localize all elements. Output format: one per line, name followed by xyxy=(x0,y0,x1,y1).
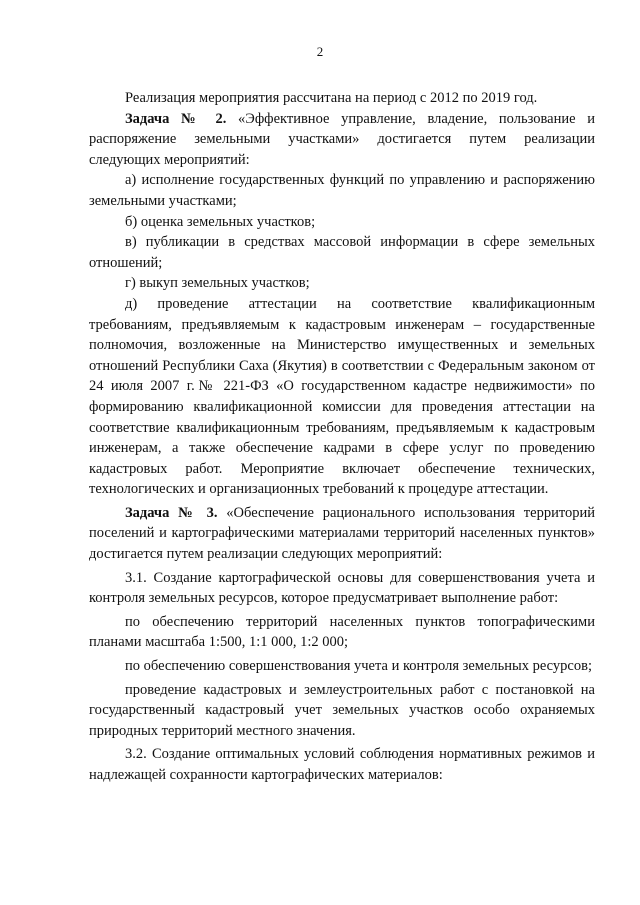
task3-subitem-control: по обеспечению совершенствования учета и контроля земельных ресурсов; xyxy=(125,658,592,675)
page-number: 2 xyxy=(316,44,324,59)
task3-paragraph xyxy=(89,503,595,565)
task3-subitem-cadastral: проведение кадастровых и землеустроительных работ с постановкой на государственный кадастровый учет земельных участков особо охраняемых природных территорий местного значения. xyxy=(89,681,595,739)
task3-item-3-1: 3.1. Создание картографической основы для совершенствования учета и контроля земельных ресурсов, которое предусматривает выполнение работ: xyxy=(89,569,595,607)
task2-item-g: г) выкуп земельных участков; xyxy=(125,275,310,292)
task2-item-a: а) исполнение государственных функций по управлению и распоряжению земельными участками; xyxy=(89,172,595,209)
task2-heading: Задача № 2. xyxy=(125,110,227,127)
task2-item-v: в) публикации в средствах массовой информации в сфере земельных отношений; xyxy=(89,234,595,271)
task3-item-3-2: 3.2. Создание оптимальных условий соблюдения нормативных режимов и надлежащей сохранности картографических материалов: xyxy=(89,746,595,783)
intro-paragraph: Реализация мероприятия рассчитана на период с 2012 по 2019 год. xyxy=(125,90,538,106)
task3-heading: Задача № 3. xyxy=(125,504,218,521)
task2-text: «Эффективное управление, владение, пользование и распоряжение земельными участками» достигается путем реализации следующих мероприятий: xyxy=(89,110,596,168)
document-body xyxy=(89,88,595,786)
task2-item-b: б) оценка земельных участков; xyxy=(125,213,316,230)
task3-text: «Обеспечение рационального использования территорий поселений и картографическими материалами территорий населенных пунктов» достигается путем реализации следующих мероприятий: xyxy=(89,504,595,563)
task2-item-d: д) проведение аттестации на соответствие квалификационным требованиям, предъявляемым к кадастровым инженерам – государственные полномочия, возложенные на Министерство имущественных и земельных отношений Республики Саха (Якутия) в соответствии с Федеральным законом от 24 июля 2007 г.№ 221-ФЗ «О государственном кадастре недвижимости» по формированию квалификационной комиссии для проведения аттестации на соответствие квалификационным требованиям, предъявляемым к кадастровым инженерам, а также обеспечение кадрами в сфере услуг по проведению кадастровых работ. Мероприятие включает обеспечение технических, технологических и организационных требований к процедуре аттестации. xyxy=(89,295,595,498)
task3-subitem-topographic: по обеспечению территорий населенных пунктов топографическими планами масштаба 1:500, 1:1 000, 1:2 000; xyxy=(89,613,595,651)
task2-paragraph xyxy=(89,109,595,171)
